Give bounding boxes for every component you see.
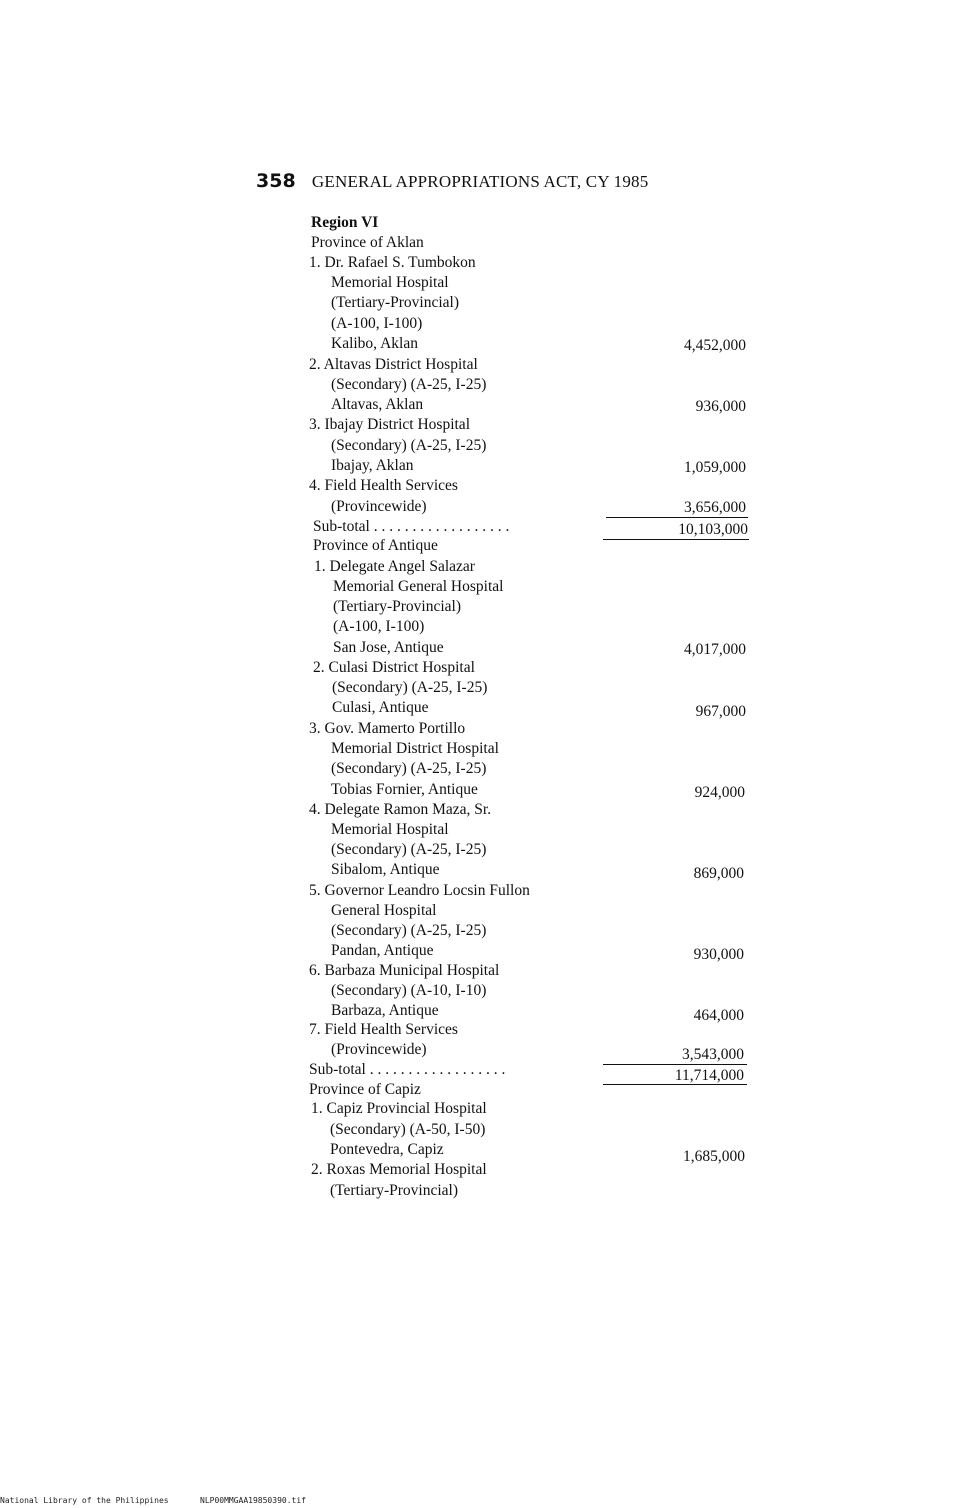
antique-item-2-amount: 967,000 <box>695 703 746 720</box>
aklan-item-1-amount: 4,452,000 <box>684 337 746 354</box>
antique-item-1-line-3: (Tertiary-Provincial) <box>333 598 462 615</box>
aklan-item-3-amount: 1,059,000 <box>684 459 746 476</box>
antique-item-2-line-3: Culasi, Antique <box>332 699 429 716</box>
antique-subtotal-rule <box>603 1064 747 1065</box>
antique-item-4-amount: 869,000 <box>693 865 744 882</box>
aklan-item-1-line-4: (A-100, I-100) <box>331 315 423 332</box>
aklan-item-1-line-2: Memorial Hospital <box>331 274 449 291</box>
footer-file-label: NLP00MMGAA19850390.tif <box>200 1496 306 1505</box>
antique-item-3-amount: 924,000 <box>694 784 745 801</box>
aklan-subtotal-rule <box>606 517 748 518</box>
antique-item-3-line-3: (Secondary) (A-25, I-25) <box>331 760 487 777</box>
antique-item-7-line-2: (Provincewide) <box>331 1041 427 1058</box>
province-heading-capiz: Province of Capiz <box>309 1081 421 1098</box>
antique-item-3-line-1: 3. Gov. Mamerto Portillo <box>309 720 466 737</box>
aklan-item-2-line-2: (Secondary) (A-25, I-25) <box>331 376 487 393</box>
antique-item-6-amount: 464,000 <box>693 1007 744 1024</box>
antique-subtotal-amount: 11,714,000 <box>674 1067 744 1084</box>
capiz-item-1-line-1: 1. Capiz Provincial Hospital <box>311 1100 487 1117</box>
capiz-item-2-line-1: 2. Roxas Memorial Hospital <box>311 1161 487 1178</box>
aklan-item-1-line-3: (Tertiary-Provincial) <box>331 294 460 311</box>
aklan-item-3-line-1: 3. Ibajay District Hospital <box>309 416 470 433</box>
antique-item-5-line-3: (Secondary) (A-25, I-25) <box>331 922 487 939</box>
capiz-item-1-line-2: (Secondary) (A-50, I-50) <box>330 1121 486 1138</box>
aklan-item-4-line-2: (Provincewide) <box>331 498 427 515</box>
antique-item-7-line-1: 7. Field Health Services <box>309 1021 458 1038</box>
antique-item-4-line-3: (Secondary) (A-25, I-25) <box>331 841 487 858</box>
capiz-item-1-line-3: Pontevedra, Capiz <box>330 1141 444 1158</box>
antique-item-6-line-2: (Secondary) (A-10, I-10) <box>331 982 487 999</box>
region-heading: Region VI <box>311 214 379 231</box>
aklan-item-2-amount: 936,000 <box>695 398 746 415</box>
antique-item-6-line-3: Barbaza, Antique <box>331 1002 439 1019</box>
antique-item-7-amount: 3,543,000 <box>682 1046 744 1063</box>
antique-item-1-line-2: Memorial General Hospital <box>333 578 504 595</box>
antique-item-5-line-1: 5. Governor Leandro Locsin Fullon <box>309 882 530 899</box>
province-heading-aklan: Province of Aklan <box>311 234 424 251</box>
antique-item-3-line-2: Memorial District Hospital <box>331 740 499 757</box>
antique-item-4-line-4: Sibalom, Antique <box>331 861 440 878</box>
footer-library-label: National Library of the Philippines <box>0 1496 169 1505</box>
antique-item-6-line-1: 6. Barbaza Municipal Hospital <box>309 962 500 979</box>
aklan-item-3-line-2: (Secondary) (A-25, I-25) <box>331 437 487 454</box>
antique-item-1-line-5: San Jose, Antique <box>333 639 444 656</box>
aklan-subtotal-label: Sub-total . . . . . . . . . . . . . . . . . . <box>313 518 510 535</box>
capiz-item-2-line-2: (Tertiary-Provincial) <box>330 1182 459 1199</box>
aklan-item-1-line-5: Kalibo, Aklan <box>331 335 418 352</box>
aklan-item-4-line-1: 4. Field Health Services <box>309 477 458 494</box>
aklan-item-4-amount: 3,656,000 <box>684 499 746 516</box>
antique-item-5-amount: 930,000 <box>693 946 744 963</box>
aklan-item-3-line-3: Ibajay, Aklan <box>331 457 414 474</box>
antique-item-5-line-2: General Hospital <box>331 902 437 919</box>
antique-item-5-line-4: Pandan, Antique <box>331 942 434 959</box>
capiz-item-1-amount: 1,685,000 <box>683 1148 745 1165</box>
aklan-total-rule <box>603 539 749 540</box>
antique-item-1-line-1: 1. Delegate Angel Salazar <box>314 558 475 575</box>
antique-item-4-line-2: Memorial Hospital <box>331 821 449 838</box>
aklan-item-2-line-1: 2. Altavas District Hospital <box>309 356 478 373</box>
antique-item-1-line-4: (A-100, I-100) <box>333 618 425 635</box>
antique-item-1-amount: 4,017,000 <box>684 641 746 658</box>
aklan-subtotal-amount: 10,103,000 <box>678 521 748 538</box>
page-number: 358 <box>256 170 296 192</box>
province-heading-antique: Province of Antique <box>313 537 438 554</box>
page-header <box>256 170 648 192</box>
antique-item-3-line-4: Tobias Fornier, Antique <box>331 781 478 798</box>
antique-item-2-line-1: 2. Culasi District Hospital <box>313 659 475 676</box>
antique-item-2-line-2: (Secondary) (A-25, I-25) <box>332 679 488 696</box>
aklan-item-2-line-3: Altavas, Aklan <box>331 396 424 413</box>
page-title: GENERAL APPROPRIATIONS ACT, CY 1985 <box>311 172 649 191</box>
antique-subtotal-label: Sub-total . . . . . . . . . . . . . . . . . . <box>309 1061 506 1078</box>
antique-item-4-line-1: 4. Delegate Ramon Maza, Sr. <box>309 801 492 818</box>
aklan-item-1-line-1: 1. Dr. Rafael S. Tumbokon <box>309 254 476 271</box>
antique-total-rule <box>603 1084 747 1085</box>
